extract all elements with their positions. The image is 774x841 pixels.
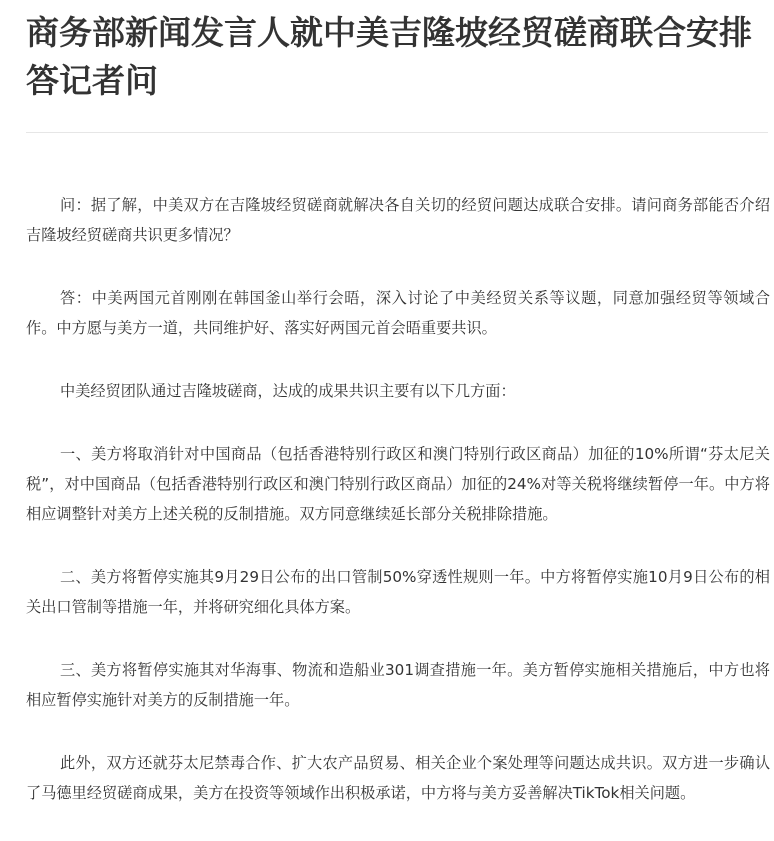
paragraph-point-one: 一、美方将取消针对中国商品（包括香港特别行政区和澳门特别行政区商品）加征的10%所谓“芬太尼关税”，对中国商品（包括香港特别行政区和澳门特别行政区商品）加征的24%对等关税将继续暂停一年。中方将相应调整针对美方上述关税的反制措施。双方同意继续延长部分关税排除措施。	[26, 445, 770, 523]
paragraph-additional: 此外，双方还就芬太尼禁毒合作、扩大农产品贸易、相关企业个案处理等问题达成共识。双方进一步确认了马德里经贸磋商成果，美方在投资等领域作出积极承诺，中方将与美方妥善解决TikTok相关问题。	[26, 754, 770, 802]
paragraph-consensus-intro: 中美经贸团队通过吉隆坡磋商，达成的成果共识主要有以下几方面：	[60, 382, 516, 400]
paragraph-question: 问：据了解，中美双方在吉隆坡经贸磋商就解决各自关切的经贸问题达成联合安排。请问商务部能否介绍吉隆坡经贸磋商共识更多情况？	[26, 196, 770, 244]
paragraph-point-three: 三、美方将暂停实施其对华海事、物流和造船业301调查措施一年。美方暂停实施相关措施后，中方也将相应暂停实施针对美方的反制措施一年。	[26, 661, 770, 709]
paragraph-answer: 答：中美两国元首刚刚在韩国釜山举行会晤，深入讨论了中美经贸关系等议题，同意加强经贸等领域合作。中方愿与美方一道，共同维护好、落实好两国元首会晤重要共识。	[26, 289, 770, 337]
paragraph-point-two: 二、美方将暂停实施其9月29日公布的出口管制50%穿透性规则一年。中方将暂停实施10月9日公布的相关出口管制等措施一年，并将研究细化具体方案。	[26, 568, 770, 616]
title-divider	[26, 132, 768, 133]
article-title: 商务部新闻发言人就中美吉隆坡经贸磋商联合安排答记者问	[26, 13, 752, 100]
article-body	[26, 190, 770, 841]
